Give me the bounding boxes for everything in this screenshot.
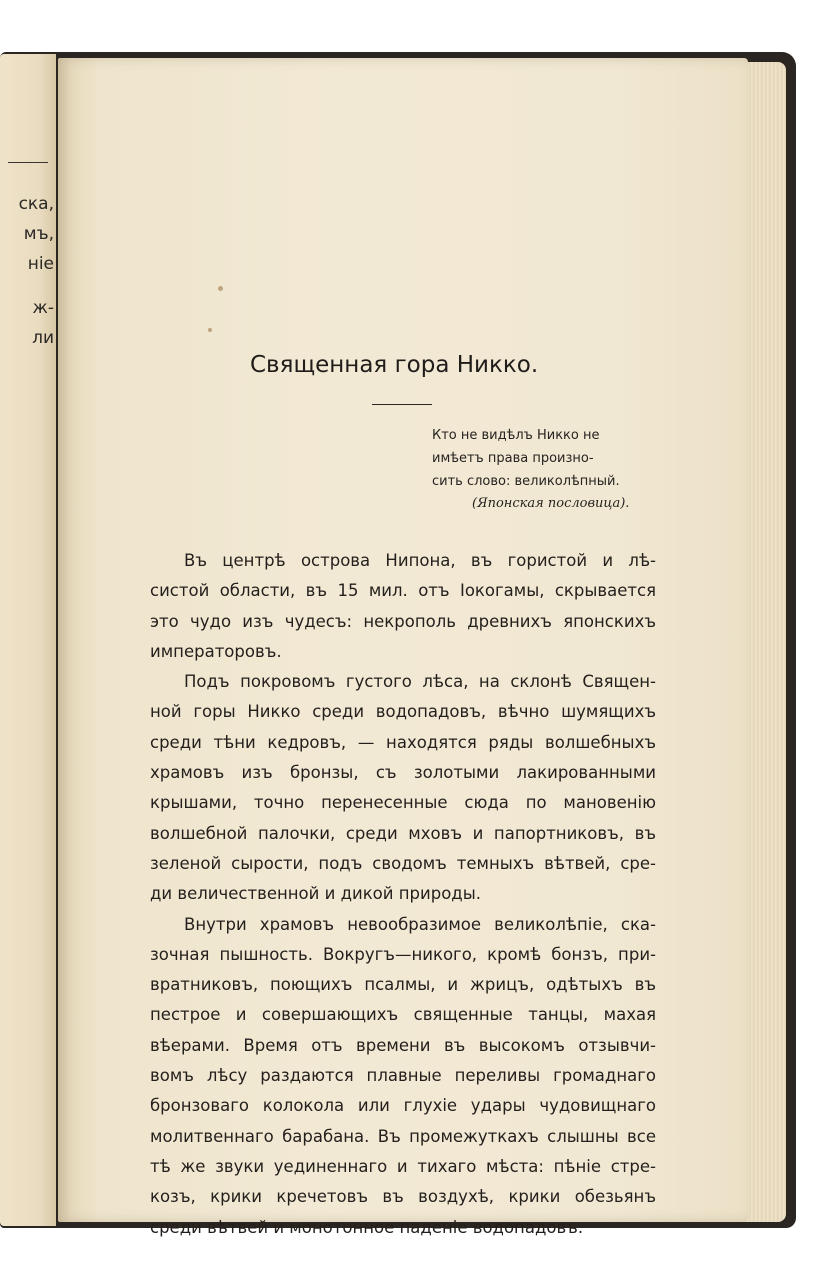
foxing-spot (208, 328, 212, 332)
left-page-fragment: мъ, (23, 224, 54, 244)
epigraph-line: сить слово: великолѣпный. (432, 474, 620, 489)
text-line: Въ центрѣ острова Нипона, въ гористой и лѣ- (184, 551, 656, 570)
text-line: вратниковъ, поющихъ псалмы, и жрицъ, одѣтыхъ въ (150, 975, 656, 995)
text-line: крышами, точно перенесенные сюда по мановенію (150, 793, 656, 813)
left-page-fragment: ж- (32, 298, 54, 318)
text-line: храмовъ изъ бронзы, съ золотыми лакированными (150, 763, 656, 783)
text-line: пестрое и совершающихъ священные танцы, махая (150, 1005, 656, 1025)
foxing-spot (218, 286, 223, 291)
text-line: вомъ лѣсу раздаются плавные переливы громаднаго (150, 1066, 656, 1086)
text-line: козъ, крики кречетовъ въ воздухѣ, крики обезьянъ (150, 1187, 656, 1207)
epigraph (432, 424, 642, 493)
left-page-rule (8, 162, 48, 163)
text-line: волшебной палочки, среди мховъ и папортниковъ, въ (150, 823, 656, 843)
text-line: это чудо изъ чудесъ: некрополь древнихъ японскихъ (150, 611, 656, 631)
text-line: ди величественной и дикой природы. (150, 884, 481, 904)
left-page-fragment: ска, (18, 194, 54, 214)
epigraph-line: имѣетъ права произно- (432, 451, 594, 466)
left-page (0, 54, 56, 1226)
text-line: среди вѣтвей и монотонное паденіе водопадовъ. (150, 1217, 584, 1237)
text-line: вѣерами. Время отъ времени въ высокомъ отзывчи- (150, 1035, 656, 1055)
text-line: молитвеннаго барабана. Въ промежуткахъ слышны все (150, 1126, 656, 1146)
left-page-fragment: ли (32, 328, 54, 348)
left-page-fragment: ніе (27, 254, 54, 274)
epigraph-source: (Японская пословица). (472, 496, 630, 511)
text-line: императоровъ. (150, 641, 282, 661)
text-line: Внутри храмовъ невообразимое великолѣпіе, ска- (184, 914, 656, 934)
text-line: бронзоваго колокола или глухіе удары чудовищнаго (150, 1096, 656, 1116)
body-text (150, 546, 656, 1243)
epigraph-line: Кто не видѣлъ Никко не (432, 428, 600, 443)
text-line: Подъ покровомъ густого лѣса, на склонѣ Священ- (184, 672, 656, 692)
text-line: систой области, въ 15 мил. отъ Іокогамы, скрывается (150, 581, 656, 601)
text-line: зочная пышность. Вокругъ—никого, кромѣ бонзъ, при- (150, 944, 656, 964)
text-line: тѣ же звуки уединеннаго и тихаго мѣста: пѣніе стре- (150, 1156, 656, 1176)
title-rule (372, 404, 432, 405)
chapter-title: Священная гора Никко. (250, 352, 539, 378)
text-line: ной горы Никко среди водопадовъ, вѣчно шумящихъ (150, 702, 656, 722)
text-line: среди тѣни кедровъ, — находятся ряды волшебныхъ (150, 732, 656, 752)
text-line: зеленой сырости, подъ сводомъ темныхъ вѣтвей, сре- (150, 853, 656, 873)
